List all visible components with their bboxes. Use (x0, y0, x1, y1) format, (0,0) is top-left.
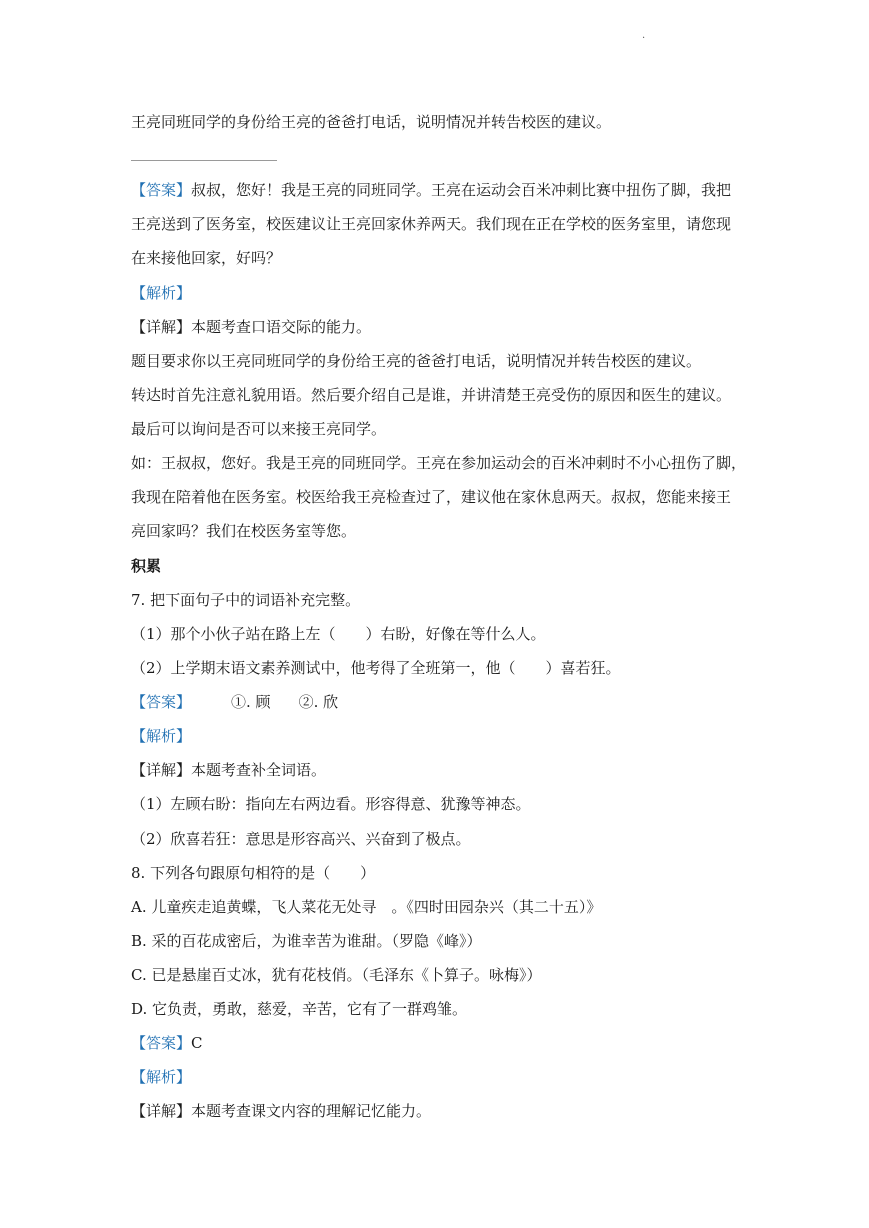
question-7-item-1: （1）那个小伙子站在路上左（ ）右盼，好像在等什么人。 (131, 625, 546, 643)
analysis-tag-8: 【解析】 (131, 1068, 192, 1086)
answer-tag: 【答案】 (131, 181, 192, 199)
option-b: B. 采的百花成密后，为谁幸苦为谁甜。（罗隐《峰》） (131, 932, 482, 950)
option-a: A. 儿童疾走追黄蝶，飞人菜花无处寻 。《四时田园杂兴（其二十五）》 (131, 898, 602, 916)
detail-6-line-2: 转达时首先注意礼貌用语。然后要介绍自己是谁，并讲清楚王亮受伤的原因和医生的建议。 (131, 386, 732, 404)
detail-6-line-6: 亮回家吗？我们在校医务室等您。 (131, 522, 357, 540)
answer-7-a: ①. 顾 (231, 693, 271, 711)
answer-7-b: ②. 欣 (298, 693, 339, 711)
detail-6-line-3: 最后可以询问是否可以来接王亮同学。 (131, 420, 387, 438)
divider (131, 160, 277, 161)
answer-6-line-2: 王亮送到了医务室，校医建议让王亮回家休养两天。我们现在正在学校的医务室里，请您现 (131, 215, 732, 233)
detail-6-line-1: 题目要求你以王亮同班同学的身份给王亮的爸爸打电话，说明情况并转告校医的建议。 (131, 352, 702, 370)
option-c: C. 已是悬崖百丈冰，犹有花枝俏。（毛泽东《卜算子。咏梅》） (131, 966, 542, 984)
question-8: 8. 下列各句跟原句相符的是（ ） (131, 864, 376, 882)
option-d: D. 它负责，勇敢，慈爱，辛苦，它有了一群鸡雏。 (131, 1000, 468, 1018)
question-7: 7. 把下面句子中的词语补充完整。 (131, 591, 361, 609)
section-heading: 积累 (131, 557, 162, 575)
answer-tag: 【答案】 (131, 693, 192, 711)
answer-6-line-3: 在来接他回家，好吗？ (131, 249, 282, 267)
answer-6-text-1: 叔叔，您好！我是王亮的同班同学。王亮在运动会百米冲刺比赛中扭伤了脚，我把 (191, 181, 732, 199)
analysis-tag-6: 【解析】 (131, 284, 192, 302)
detail-6-line-4: 如：王叔叔，您好。我是王亮的同班同学。王亮在参加运动会的百米冲刺时不小心扭伤了脚， (131, 454, 747, 472)
analysis-tag-7: 【解析】 (131, 727, 192, 745)
question-context: 王亮同班同学的身份给王亮的爸爸打电话，说明情况并转告校医的建议。 (131, 113, 612, 131)
answer-7 (131, 692, 338, 712)
header-dot: . (642, 30, 646, 41)
detail-7: 【详解】本题考查补全词语。 (131, 761, 327, 779)
detail-7-line-1: （1）左顾右盼：指向左右两边看。形容得意、犹豫等神态。 (131, 795, 531, 813)
detail-6-line-5: 我现在陪着他在医务室。校医给我王亮检查过了，建议他在家休息两天。叔叔，您能来接王 (131, 488, 732, 506)
answer-8-value: C (191, 1034, 203, 1052)
answer-tag: 【答案】 (131, 1034, 192, 1052)
answer-8 (131, 1033, 203, 1053)
detail-7-line-2: （2）欣喜若狂：意思是形容高兴、兴奋到了极点。 (131, 830, 471, 848)
question-7-item-2: （2）上学期末语文素养测试中，他考得了全班第一，他（ ）喜若狂。 (131, 659, 621, 677)
answer-6-line-1 (131, 180, 731, 200)
detail-8: 【详解】本题考查课文内容的理解记忆能力。 (131, 1102, 432, 1120)
detail-6: 【详解】本题考查口语交际的能力。 (131, 318, 372, 336)
